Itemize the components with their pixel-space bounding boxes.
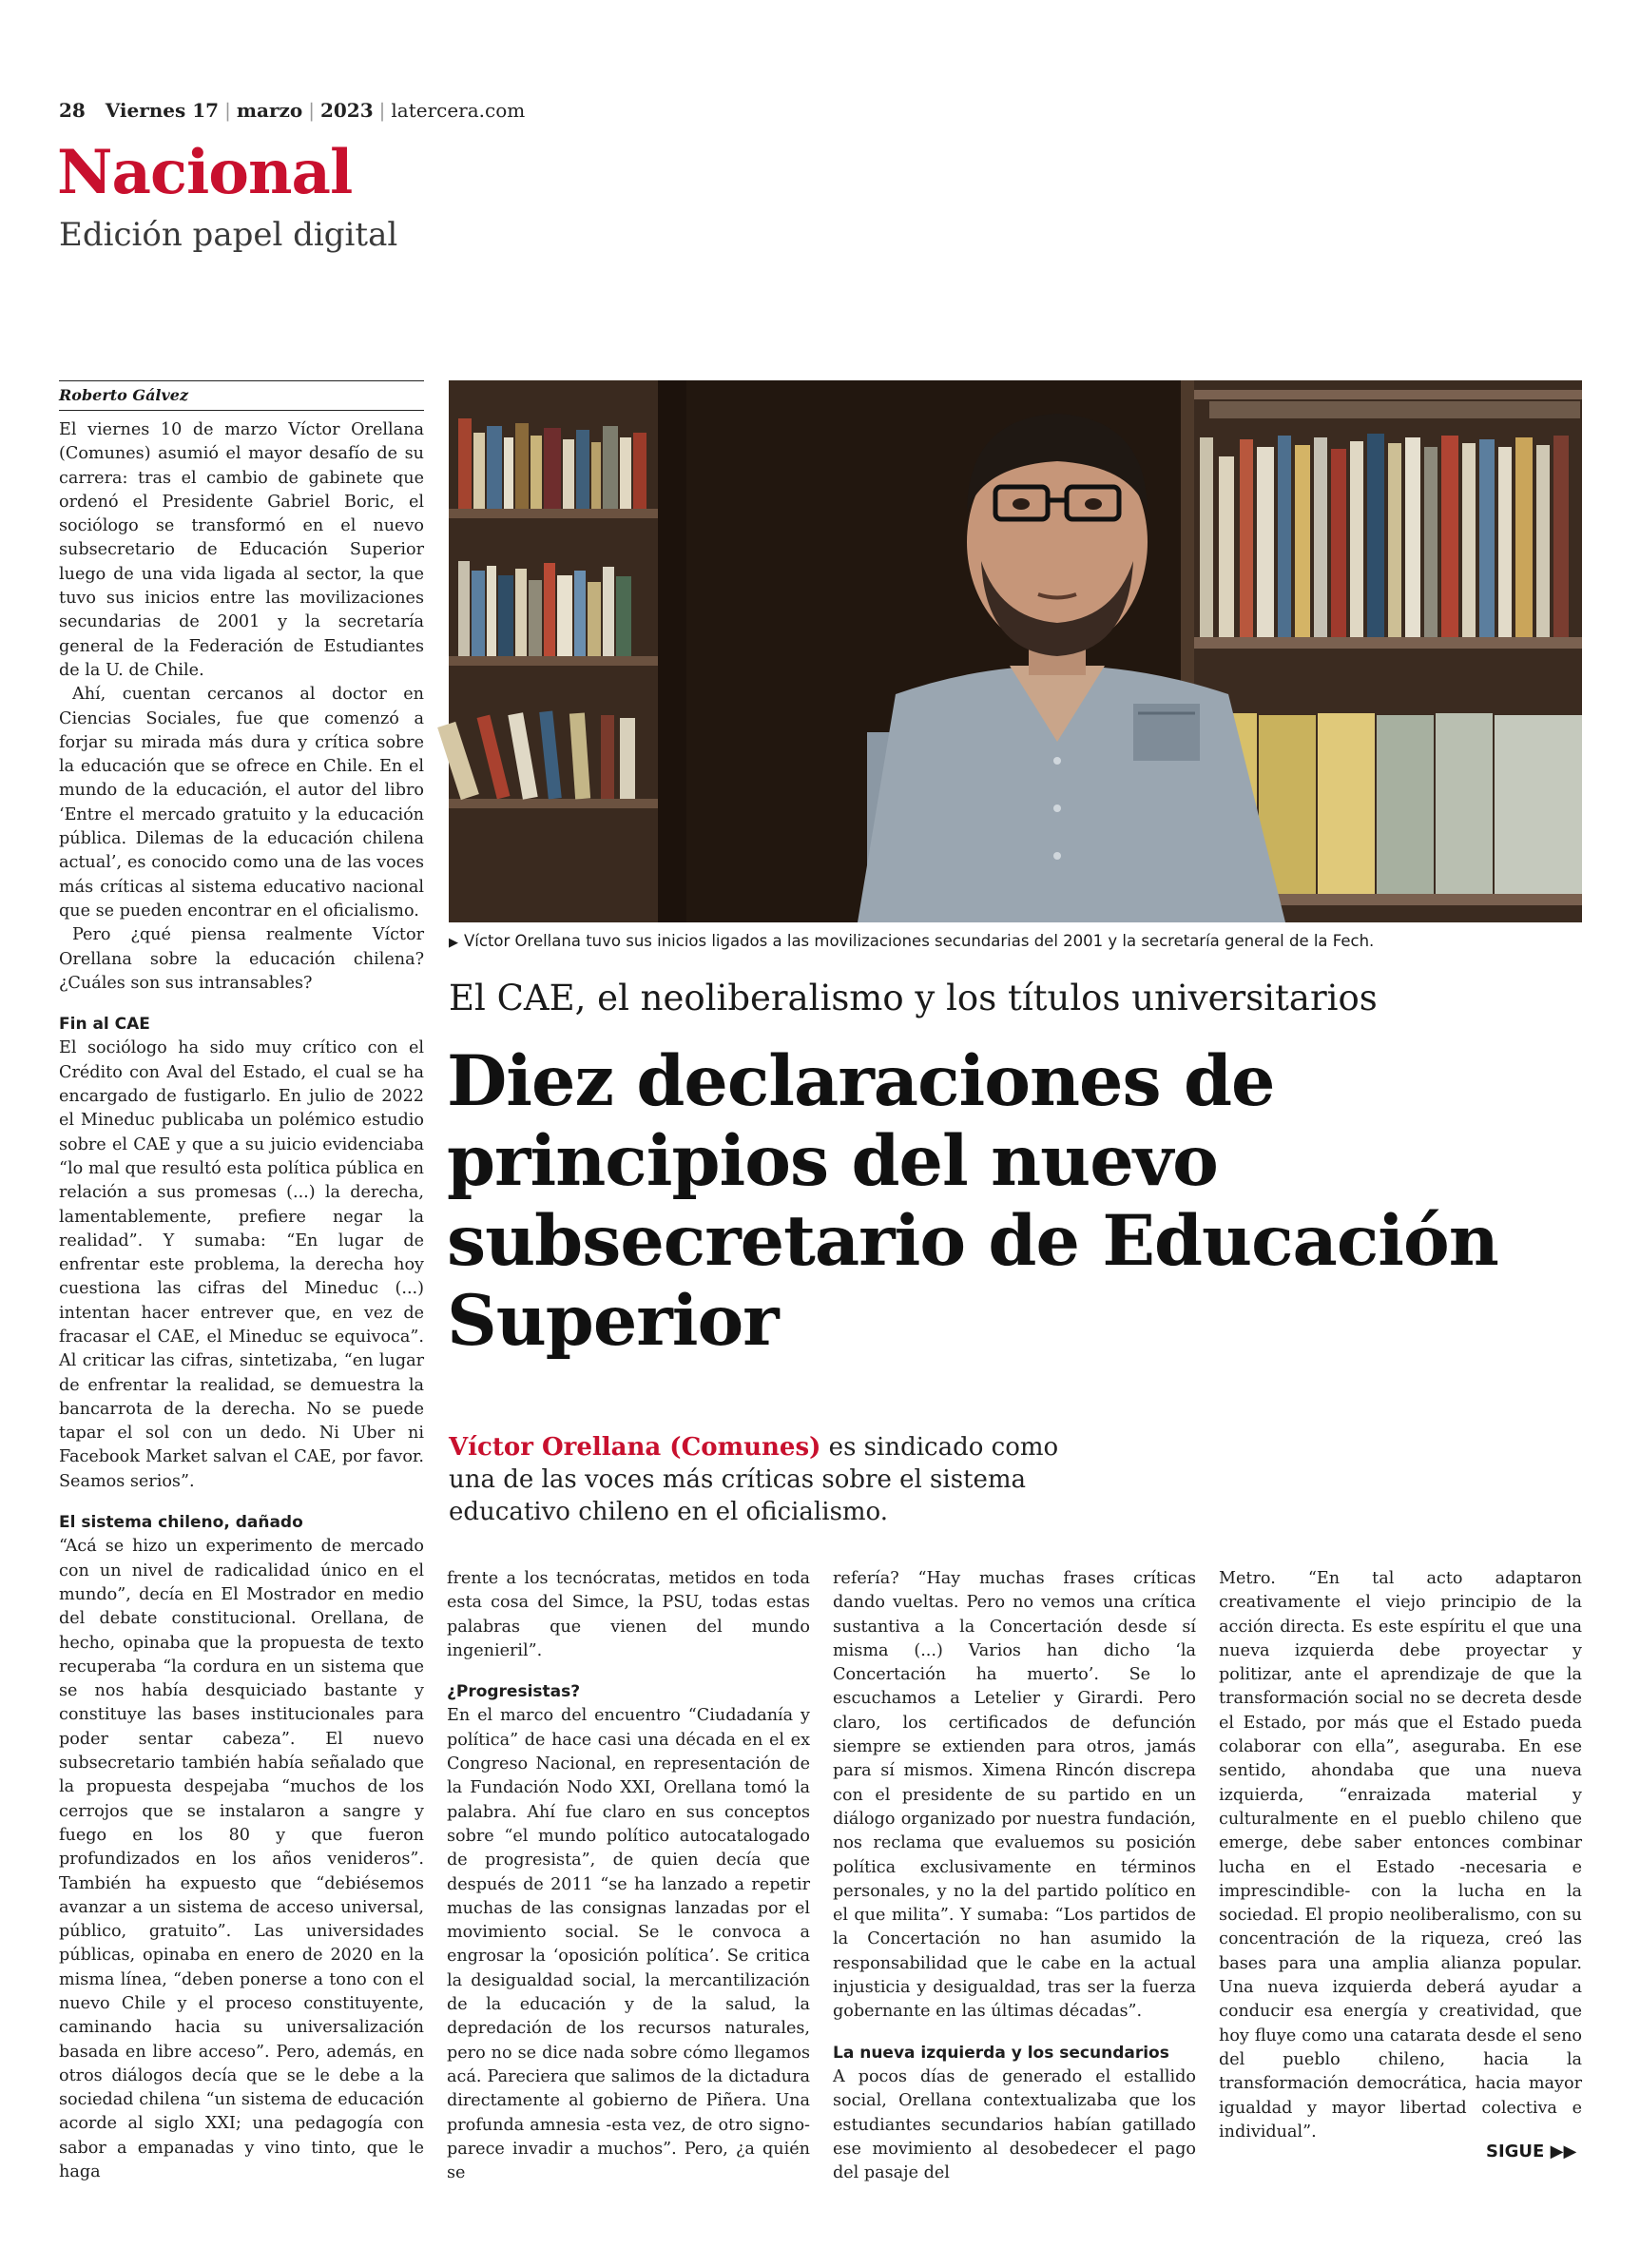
section-title: Nacional (57, 137, 353, 208)
article-column-4 (1219, 1567, 1582, 2142)
page-number: 28 (59, 99, 86, 122)
paragraph: Metro. “En tal acto adaptaron creativamente el viejo principio de la acción directa. Es este espíritu el que una nueva izquierda debe proyectar y politizar, ante el aprendizaje de que la transformación social no se decreta desde el Estado, por más que el Estado pueda colaborar con ella”, aseguraba. En ese sentido, ahondaba que una nueva izquierda, “enraizada material y culturalmente en el pueblo chileno que emerge, debe saber entonces combinar lucha en el Estado -necesaria e imprescindible- con la lucha en la sociedad. El propio neoliberalismo, con su concentración de la riqueza, creó las bases para una amplia alianza popular. Una nueva izquierda deberá ayudar a conducir esa energía y creatividad, que hoy fluye como una catarata desde el seno del pueblo chileno, hacia la transformación democrática, hacia mayor igualdad y mayor libertad colectiva e individual”. (1219, 1569, 1582, 2142)
edition-label: Edición papel digital (59, 216, 398, 254)
subheading-progresistas: ¿Progresistas? (447, 1682, 581, 1702)
folio-site: latercera.com (391, 99, 526, 122)
folio-year: 2023 (319, 99, 374, 122)
deck-text: es sindicado como una de las voces más críticas sobre el sistema educativo chileno en el oficialismo. (449, 1433, 1059, 1526)
portrait-photo (449, 380, 1582, 922)
byline: Roberto Gálvez (59, 386, 424, 411)
deck-name: Víctor Orellana (Comunes) (449, 1433, 821, 1462)
paragraph: A pocos días de generado el estallido social, Orellana contextualizaba que los estudiantes secundarios habían gatillado ese movimiento al desobedecer el pago del pasaje del (833, 2066, 1196, 2183)
paragraph: El sociólogo ha sido muy crítico con el Crédito con Aval del Estado, el cual se ha encargado de fustigarlo. En julio de 2022 el Mineduc publicaba un polémico estudio sobre el CAE y que a su juicio evidenciaba “lo mal que resultó esta política pública en relación a sus promesas (...) la derecha, lamentablemente, prefiere negar la realidad”. Y sumaba: “En lugar de enfrentar este problema, la derecha hoy cuestiona las cifras del Mineduc (...) intentan hacer entrever que, en vez de fracasar el CAE, el Mineduc se equivoca”. Al criticar las cifras, sintetizaba, “en lugar de enfrentar la realidad, se demuestra la bancarrota de la derecha. No se puede tapar el sol con un dedo. Ni Uber ni Facebook Market salvan el CAE, por favor. Seamos serios”. (59, 1038, 424, 1491)
subheading-cae: Fin al CAE (59, 1015, 150, 1035)
subheading-izquierda: La nueva izquierda y los secundarios (833, 2043, 1169, 2063)
page-folio: 28 Viernes 17 | marzo | 2023 | latercera.com (59, 99, 526, 122)
article-column-2 (447, 1567, 810, 2183)
headline: Diez declaraciones de principios del nuevo subsecretario de Educación Superior (447, 1040, 1498, 1362)
caption-marker-icon: ▶ (449, 936, 458, 950)
folio-day: Viernes 17 (105, 99, 220, 122)
paragraph: Ahí, cuentan cercanos al doctor en Ciencias Sociales, fue que comenzó a forjar su mirada más dura y crítica sobre la educación que se ofrece en Chile. En el mundo de la educación, el autor del libro ‘Entre el mercado gratuito y la educación pública. Dilemas de la educación chilena actual’, es conocido como una de las voces más críticas al sistema educativo nacional que se pueden encontrar en el oficialismo. (59, 685, 424, 921)
paragraph: frente a los tecnócratas, metidos en toda esta cosa del Simce, la PSU, todas estas palabras que vienen del mundo ingenieril”. (447, 1569, 810, 1660)
paragraph: En el marco del encuentro “Ciudadanía y política” de hace casi una década en el ex Congreso Nacional, en representación de la Fundación Nodo XXI, Orellana tomó la palabra. Ahí fue claro en sus conceptos sobre “el mundo político autocatalogado de progresista”, de quien decía que después de 2011 “se ha lanzado a repetir muchas de las consignas lanzadas por el movimiento social. Se le convoca a engrosar la ‘oposición política’. Se critica la desigualdad social, la mercantilización de la educación y de la salud, la depredación de los recursos naturales, pero no se dice nada sobre cómo llegamos acá. Pareciera que salimos de la dictadura directamente al gobierno de Piñera. Una profunda amnesia -esta vez, de otro signo- parece invadir a muchos”. Pero, ¿a quién se (447, 1706, 810, 2183)
bookshelf-portrait-illustration (449, 380, 1582, 922)
paragraph: refería? “Hay muchas frases críticas dando vueltas. Pero no vemos una crítica sustantiva a la Concertación desde sí misma (...) Varios han dicho ‘la Concertación ha muerto’. Se lo escuchamos a Letelier y Girardi. Pero claro, los certificados de defunción siempre se extienden para otros, jamás para sí mismos. Ximena Rincón discrepa con el presidente de su partido en un diálogo organizado por nuestra fundación, nos reclama que evaluemos su posición política exclusivamente en términos personales, y no la del partido político en el que milita”. Y sumaba: “Los partidos de la Concertación no han asumido la responsabilidad que le cabe en la actual injusticia y desigualdad, tras ser la fuerza gobernante en las últimas décadas”. (833, 1569, 1196, 2022)
paragraph: El viernes 10 de marzo Víctor Orellana (Comunes) asumió el mayor desafío de su carrera: tras el cambio de gabinete que ordenó el Presidente Gabriel Boric, el sociólogo se transformó en el nuevo subsecretario de Educación Superior luego de una vida ligada al sector, la que tuvo sus inicios entre las movilizaciones secundarias de 2001 y la secretaría general de la Federación de Estudiantes de la U. de Chile. (59, 420, 424, 680)
folio-month: marzo (236, 99, 303, 122)
caption-text: Víctor Orellana tuvo sus inicios ligados a las movilizaciones secundarias del 2001 y la secretaría general de la Fech. (464, 932, 1375, 950)
photo-caption (449, 932, 1582, 950)
subheading-sistema: El sistema chileno, dañado (59, 1513, 303, 1533)
article-column-3 (833, 1567, 1196, 2183)
deck (449, 1431, 1095, 1528)
kicker: El CAE, el neoliberalismo y los títulos universitarios (449, 978, 1378, 1018)
article-column-1 (59, 418, 424, 2182)
paragraph: “Acá se hizo un experimento de mercado con un nivel de radicalidad único en el mundo”, decía en El Mostrador en medio del debate constitucional. Orellana, de hecho, opinaba que la propuesta de texto recuperaba “la cordura en un sistema que se nos había desquiciado bastante y constituye las bases institucionales para poder sentar cabeza”. El nuevo subsecretario también había señalado que la propuesta despejaba “muchos de los cerrojos que se instalaron a sangre y fuego en los 80 y que fueron profundizados en los años venideros”. También ha expuesto que “debiésemos avanzar a un sistema de acceso universal, público, gratuito”. Las universidades públicas, opinaba en enero de 2020 en la misma línea, “deben ponerse a tono con el nuevo Chile y el proceso constituyente, caminando hacia su universalización basada en libre acceso”. Pero, además, en otros diálogos decía que se le debe a la sociedad chilena “un sistema de educación acorde al siglo XXI; una pedagogía con sabor a empanadas y vino tinto, que le haga (59, 1537, 424, 2182)
continue-label: SIGUE ▶▶ (1486, 2142, 1577, 2161)
column-rule (59, 380, 424, 381)
paragraph: Pero ¿qué piensa realmente Víctor Orellana sobre la educación chilena? ¿Cuáles son sus intransables? (59, 925, 424, 993)
